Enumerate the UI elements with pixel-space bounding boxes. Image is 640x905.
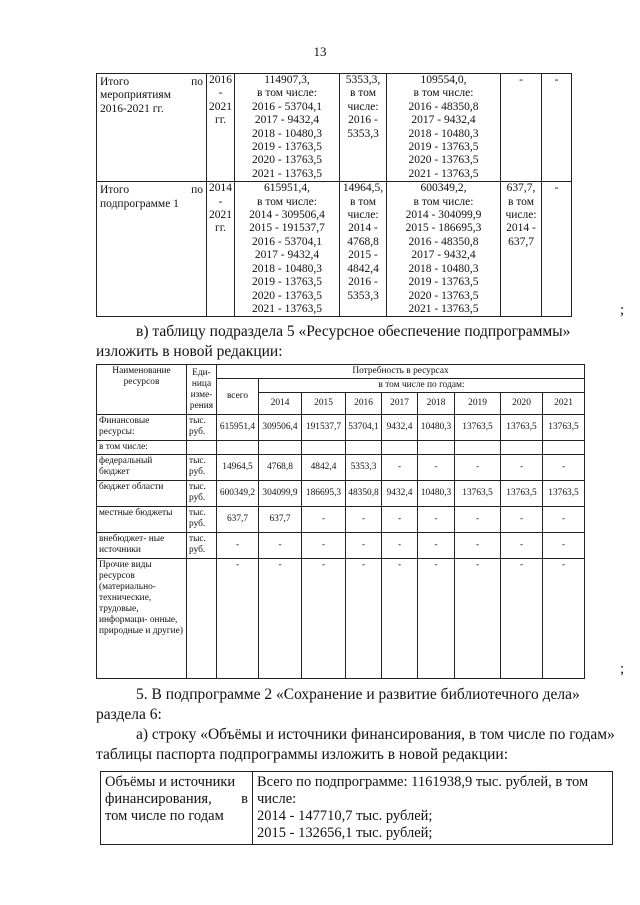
resource-unit <box>187 559 217 679</box>
label-word: по <box>191 76 203 88</box>
resource-year-value: - <box>418 533 455 559</box>
cell-line: 2021 - 13763,5 <box>408 302 479 315</box>
cell-line: 2014 - 309506,4 <box>249 209 325 222</box>
resource-name: местные бюджеты <box>97 507 187 533</box>
resource-year-value: - <box>346 533 382 559</box>
cell-line: 2016 - 48350,8 <box>408 100 479 113</box>
cell-line: - <box>218 87 223 100</box>
cell-line: 2020 - 13763,5 <box>252 154 322 167</box>
header-year: 2020 <box>501 393 543 415</box>
cell-line: 5353,3, <box>345 74 381 86</box>
resource-row <box>97 415 585 441</box>
cell-line: 4768,8 <box>347 235 379 248</box>
cell-line: 2015 - 191537,7 <box>249 222 325 235</box>
resource-year-value: 13763,5 <box>501 481 543 507</box>
resource-unit: тыс. руб. <box>187 455 217 481</box>
cell-line: 2021 - 13763,5 <box>252 302 322 315</box>
cell-line: гг. <box>214 114 226 127</box>
header-total: всего <box>217 379 259 415</box>
label-line: мероприятиям <box>100 89 171 102</box>
resource-total: 600349,2 <box>217 481 259 507</box>
cell-line: 2020 - 13763,5 <box>252 289 322 302</box>
resource-year-value <box>418 441 455 455</box>
resource-name: бюджет области <box>97 481 187 507</box>
funding-cell-regional <box>387 182 501 317</box>
label-line: 2016-2021 гг. <box>100 102 164 115</box>
resource-year-value: - <box>302 559 346 679</box>
cell-line: 2019 - 13763,5 <box>252 276 322 289</box>
resource-year-value: - <box>543 455 585 481</box>
resource-year-value: - <box>501 559 543 679</box>
resource-year-value: - <box>346 507 382 533</box>
cell-line: 2019 - 13763,5 <box>408 276 479 289</box>
resource-year-value: - <box>346 559 382 679</box>
cell-line: 4842,4 <box>347 262 379 275</box>
resource-year-value: - <box>501 455 543 481</box>
resource-year-value: 9432,4 <box>382 481 418 507</box>
resource-name: федеральный бюджет <box>97 455 187 481</box>
cell-line: в том <box>350 87 376 100</box>
cell-line: 5353,3 <box>347 289 379 302</box>
cell-line: - <box>519 74 523 86</box>
cell-line: 2017 - 9432,4 <box>411 249 476 262</box>
cell-line: 2018 - 10480,3 <box>408 262 479 275</box>
resource-unit: тыс. руб. <box>187 507 217 533</box>
label-word: Итого <box>100 76 130 88</box>
resource-year-value: - <box>455 559 501 679</box>
resource-row <box>97 559 585 679</box>
financing-value-cell <box>253 772 613 845</box>
resource-unit: тыс. руб. <box>187 415 217 441</box>
label-line: подпрограмме 1 <box>100 197 179 210</box>
cell-line: в том <box>350 195 376 208</box>
resource-year-value: - <box>302 507 346 533</box>
resource-year-value <box>302 441 346 455</box>
paragraph-5-line2: раздела 6: <box>96 706 162 723</box>
cell-line: 600349,2, <box>420 182 467 195</box>
financing-label-l1: Объёмы и источники <box>105 774 236 790</box>
funding-cell-total <box>235 74 340 182</box>
cell-line: 109554,0, <box>420 74 467 86</box>
header-year: 2018 <box>418 393 455 415</box>
financing-label-cell <box>101 772 253 845</box>
resource-year-value: - <box>418 455 455 481</box>
resource-year-value: - <box>543 559 585 679</box>
financing-value-l1: Всего по подпрограмме: 1161938,9 тыс. рублей, в том <box>257 774 589 790</box>
resource-year-value: - <box>302 533 346 559</box>
cell-line: 2016 - 53704,1 <box>252 235 322 248</box>
cell-line: 14964,5, <box>342 182 384 195</box>
resource-year-value: - <box>543 507 585 533</box>
cell-line: 2019 - 13763,5 <box>252 141 322 154</box>
cell-line: 637,7 <box>508 235 534 248</box>
cell-line: 2014 - <box>348 222 378 235</box>
cell-line: числе: <box>347 100 379 113</box>
resource-row <box>97 441 585 455</box>
resource-year-value: - <box>382 559 418 679</box>
funding-cell-regional <box>387 74 501 182</box>
funding-cell-total <box>235 182 340 317</box>
paragraph-5-line1: 5. В подпрограмме 2 «Сохранение и развитие библиотечного дела» <box>136 686 580 703</box>
resource-year-value: - <box>418 559 455 679</box>
page-number: 13 <box>313 44 327 59</box>
cell-line: 2017 - 9432,4 <box>254 114 320 127</box>
cell-line: 2021 <box>209 209 232 222</box>
cell-line: 2020 - 13763,5 <box>408 154 479 167</box>
resource-row <box>97 533 585 559</box>
semicolon-1: ; <box>620 302 625 318</box>
resource-year-value <box>382 441 418 455</box>
funding-cell-other <box>542 182 572 317</box>
cell-line: 2015 - 186695,3 <box>405 222 482 235</box>
resource-year-value <box>501 441 543 455</box>
resource-unit: тыс. руб. <box>187 481 217 507</box>
label-word: по <box>191 184 203 197</box>
cell-line: 2021 - 13763,5 <box>252 167 322 180</box>
resource-row <box>97 455 585 481</box>
resources-table <box>96 364 585 679</box>
header-year: 2017 <box>382 393 418 415</box>
funding-table <box>96 73 572 317</box>
header-by-year: в том числе по годам: <box>259 379 585 393</box>
resource-year-value: 4842,4 <box>302 455 346 481</box>
cell-line: - <box>218 195 223 208</box>
resource-total: - <box>217 533 259 559</box>
cell-line: 2017 - 9432,4 <box>254 249 320 262</box>
resource-total: 14964,5 <box>217 455 259 481</box>
paragraph-v-line1: в) таблицу подраздела 5 «Ресурсное обеспечение подпрограммы» <box>136 323 571 340</box>
cell-line: - <box>554 182 559 195</box>
cell-line: 2021 - 13763,5 <box>408 167 479 180</box>
header-unit: Еди- ница изме- рения <box>187 365 217 415</box>
resource-year-value: - <box>455 507 501 533</box>
funding-row <box>97 182 572 317</box>
resource-total: - <box>217 559 259 679</box>
cell-line: в том <box>508 195 534 208</box>
resource-year-value: 48350,8 <box>346 481 382 507</box>
resource-total <box>217 441 259 455</box>
financing-value-l4: 2015 - 132656,1 тыс. рублей; <box>257 825 433 841</box>
header-year: 2019 <box>455 393 501 415</box>
funding-cell-local <box>501 182 542 317</box>
funding-row-label <box>97 182 207 317</box>
cell-line: 2018 - 10480,3 <box>252 127 322 140</box>
resource-year-value: - <box>382 455 418 481</box>
cell-line: 2018 - 10480,3 <box>252 262 322 275</box>
funding-cell-federal <box>340 74 387 182</box>
resource-year-value: 13763,5 <box>543 481 585 507</box>
cell-line: 2016 - <box>348 276 378 289</box>
resource-year-value: 53704,1 <box>346 415 382 441</box>
resource-year-value <box>543 441 585 455</box>
resource-year-value: - <box>259 533 302 559</box>
funding-row-label <box>97 74 207 182</box>
resource-year-value: 13763,5 <box>455 415 501 441</box>
resource-name: в том числе: <box>97 441 187 455</box>
cell-line: в том числе: <box>413 87 474 100</box>
resource-year-value: - <box>455 455 501 481</box>
resource-year-value: - <box>382 533 418 559</box>
cell-line: 2014 - 304099,9 <box>405 209 482 222</box>
funding-cell-period <box>207 182 235 317</box>
financing-value-l2: числе: <box>257 791 297 807</box>
resource-unit: тыс. руб. <box>187 533 217 559</box>
resource-year-value: 304099,9 <box>259 481 302 507</box>
resource-year-value: 637,7 <box>259 507 302 533</box>
resource-year-value: - <box>259 559 302 679</box>
resource-year-value: - <box>455 533 501 559</box>
header-year: 2016 <box>346 393 382 415</box>
resource-year-value: 309506,4 <box>259 415 302 441</box>
cell-line: в том числе: <box>257 87 317 100</box>
cell-line: 5353,3 <box>347 127 379 140</box>
cell-line: 2021 <box>209 100 232 113</box>
cell-line: 2018 - 10480,3 <box>408 127 479 140</box>
financing-label-l2b: в <box>241 791 248 807</box>
resource-year-value: 191537,7 <box>302 415 346 441</box>
resource-total: 637,7 <box>217 507 259 533</box>
financing-label-l3: том числе по годам <box>105 808 224 824</box>
funding-cell-other <box>542 74 572 182</box>
resource-unit <box>187 441 217 455</box>
cell-line: 637,7, <box>506 182 536 195</box>
resource-year-value <box>259 441 302 455</box>
funding-cell-federal <box>340 182 387 317</box>
label-word: Итого <box>100 184 130 197</box>
resource-row <box>97 481 585 507</box>
funding-row <box>97 74 572 182</box>
resource-year-value: - <box>501 507 543 533</box>
cell-line: 114907,3, <box>264 74 310 86</box>
resource-year-value: 10480,3 <box>418 481 455 507</box>
resource-year-value: 10480,3 <box>418 415 455 441</box>
resource-year-value: - <box>418 507 455 533</box>
resource-year-value: 5353,3 <box>346 455 382 481</box>
header-year: 2014 <box>259 393 302 415</box>
header-year: 2015 <box>302 393 346 415</box>
funding-cell-local <box>501 74 542 182</box>
cell-line: 2016 <box>209 74 232 86</box>
header-resource-name: Наименование ресурсов <box>97 365 187 415</box>
financing-value-l3: 2014 - 147710,7 тыс. рублей; <box>257 808 433 824</box>
cell-line: 2014 <box>209 182 232 195</box>
resource-name: Прочие виды ресурсов (материально- технические, трудовые, информаци- онные, природные и другие) <box>97 559 187 679</box>
resource-year-value: 186695,3 <box>302 481 346 507</box>
resource-year-value: 4768,8 <box>259 455 302 481</box>
cell-line: гг. <box>214 222 226 235</box>
resource-total: 615951,4 <box>217 415 259 441</box>
financing-label-l2a: финансирования, <box>105 791 212 807</box>
cell-line: в том числе: <box>257 195 317 208</box>
funding-cell-period <box>207 74 235 182</box>
cell-line: 2017 - 9432,4 <box>411 114 476 127</box>
resource-year-value <box>455 441 501 455</box>
cell-line: в том числе: <box>413 195 474 208</box>
cell-line: 2016 - <box>348 114 378 127</box>
paragraph-a-line2: таблицы паспорта подпрограммы изложить в новой редакции: <box>96 746 509 763</box>
resource-row <box>97 507 585 533</box>
resource-year-value: 13763,5 <box>501 415 543 441</box>
header-need: Потребность в ресурсах <box>217 365 585 379</box>
resource-year-value: - <box>382 507 418 533</box>
cell-line: - <box>554 74 559 86</box>
resource-year-value <box>346 441 382 455</box>
paragraph-v-line2: изложить в новой редакции: <box>96 343 283 360</box>
cell-line: числе: <box>347 209 379 222</box>
resource-year-value: 13763,5 <box>455 481 501 507</box>
resource-name: внебюджет- ные источники <box>97 533 187 559</box>
resource-year-value: 9432,4 <box>382 415 418 441</box>
resource-year-value: 13763,5 <box>543 415 585 441</box>
cell-line: 2016 - 48350,8 <box>408 235 479 248</box>
cell-line: 2016 - 53704,1 <box>252 100 322 113</box>
paragraph-a-line1: а) строку «Объёмы и источники финансирования, в том числе по годам» <box>136 726 615 743</box>
financing-row-table <box>100 771 613 845</box>
cell-line: 2014 - <box>506 222 536 235</box>
cell-line: 2019 - 13763,5 <box>408 141 479 154</box>
resource-name: Финансовые ресурсы: <box>97 415 187 441</box>
cell-line: числе: <box>505 209 537 222</box>
cell-line: 2015 - <box>348 249 378 262</box>
header-year: 2021 <box>543 393 585 415</box>
semicolon-2: ; <box>620 661 625 677</box>
resource-year-value: - <box>543 533 585 559</box>
cell-line: 615951,4, <box>264 182 310 195</box>
cell-line: 2020 - 13763,5 <box>408 289 479 302</box>
resource-year-value: - <box>501 533 543 559</box>
